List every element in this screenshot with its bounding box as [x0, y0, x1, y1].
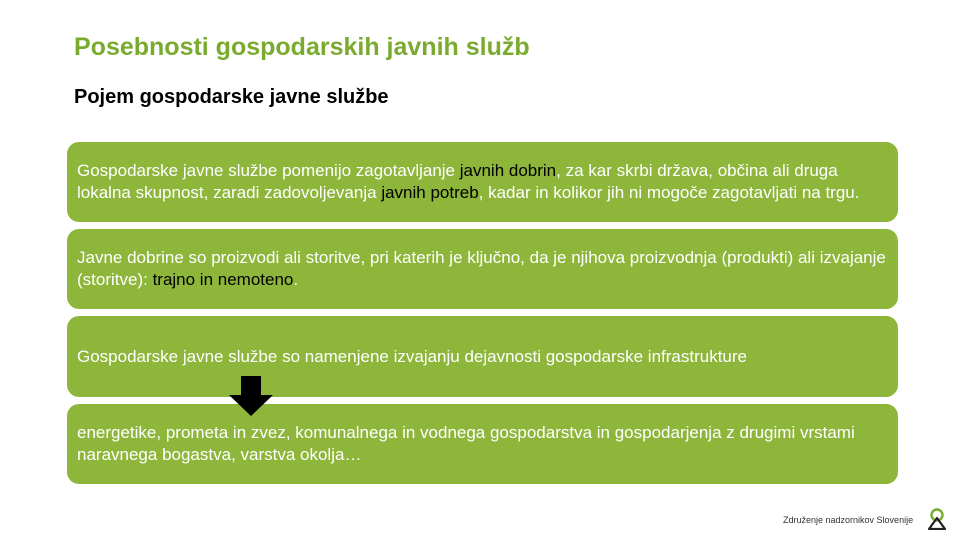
text-segment: . — [293, 270, 299, 289]
slide-title: Posebnosti gospodarskih javnih služb — [74, 33, 530, 61]
highlight-continuous: trajno in nemoteno — [152, 270, 294, 289]
slide-subtitle: Pojem gospodarske javne službe — [74, 86, 389, 108]
infrastructure-box — [67, 404, 898, 484]
text-segment: Gospodarske javne službe pomenijo zagotavljanje — [77, 161, 460, 180]
highlight-public-needs: javnih potreb — [381, 183, 479, 202]
purpose-text: Gospodarske javne službe so namenjene izvajanju dejavnosti gospodarske infrastrukture — [77, 346, 747, 366]
highlight-public-goods: javnih dobrin — [459, 161, 557, 180]
text-segment: , za kar skrbi država, občina ali druga lokalna skupnost, zaradi zadovoljevanja — [77, 161, 838, 202]
arrow-down-icon — [229, 376, 273, 416]
infrastructure-text: energetike, prometa in zvez, komunalnega in vodnega gospodarstva in gospodarjenja z drugimi vrstami naravnega bogastva, varstva okolja… — [77, 423, 855, 464]
definition-text — [77, 160, 888, 204]
zns-logo-icon — [927, 508, 947, 530]
text-segment: Javne dobrine so proizvodi ali storitve, pri katerih je ključno, da je njihova proizvodnja (produkti) ali izvajanje (storitve): — [77, 248, 886, 289]
footer-organization: Združenje nadzornikov Slovenije — [783, 515, 914, 525]
purpose-box — [67, 316, 898, 397]
public-goods-box — [67, 229, 898, 309]
text-segment: , kadar in kolikor jih ni mogoče zagotavljati na trgu. — [478, 183, 860, 202]
definition-box — [67, 142, 898, 222]
public-goods-text — [77, 247, 888, 291]
